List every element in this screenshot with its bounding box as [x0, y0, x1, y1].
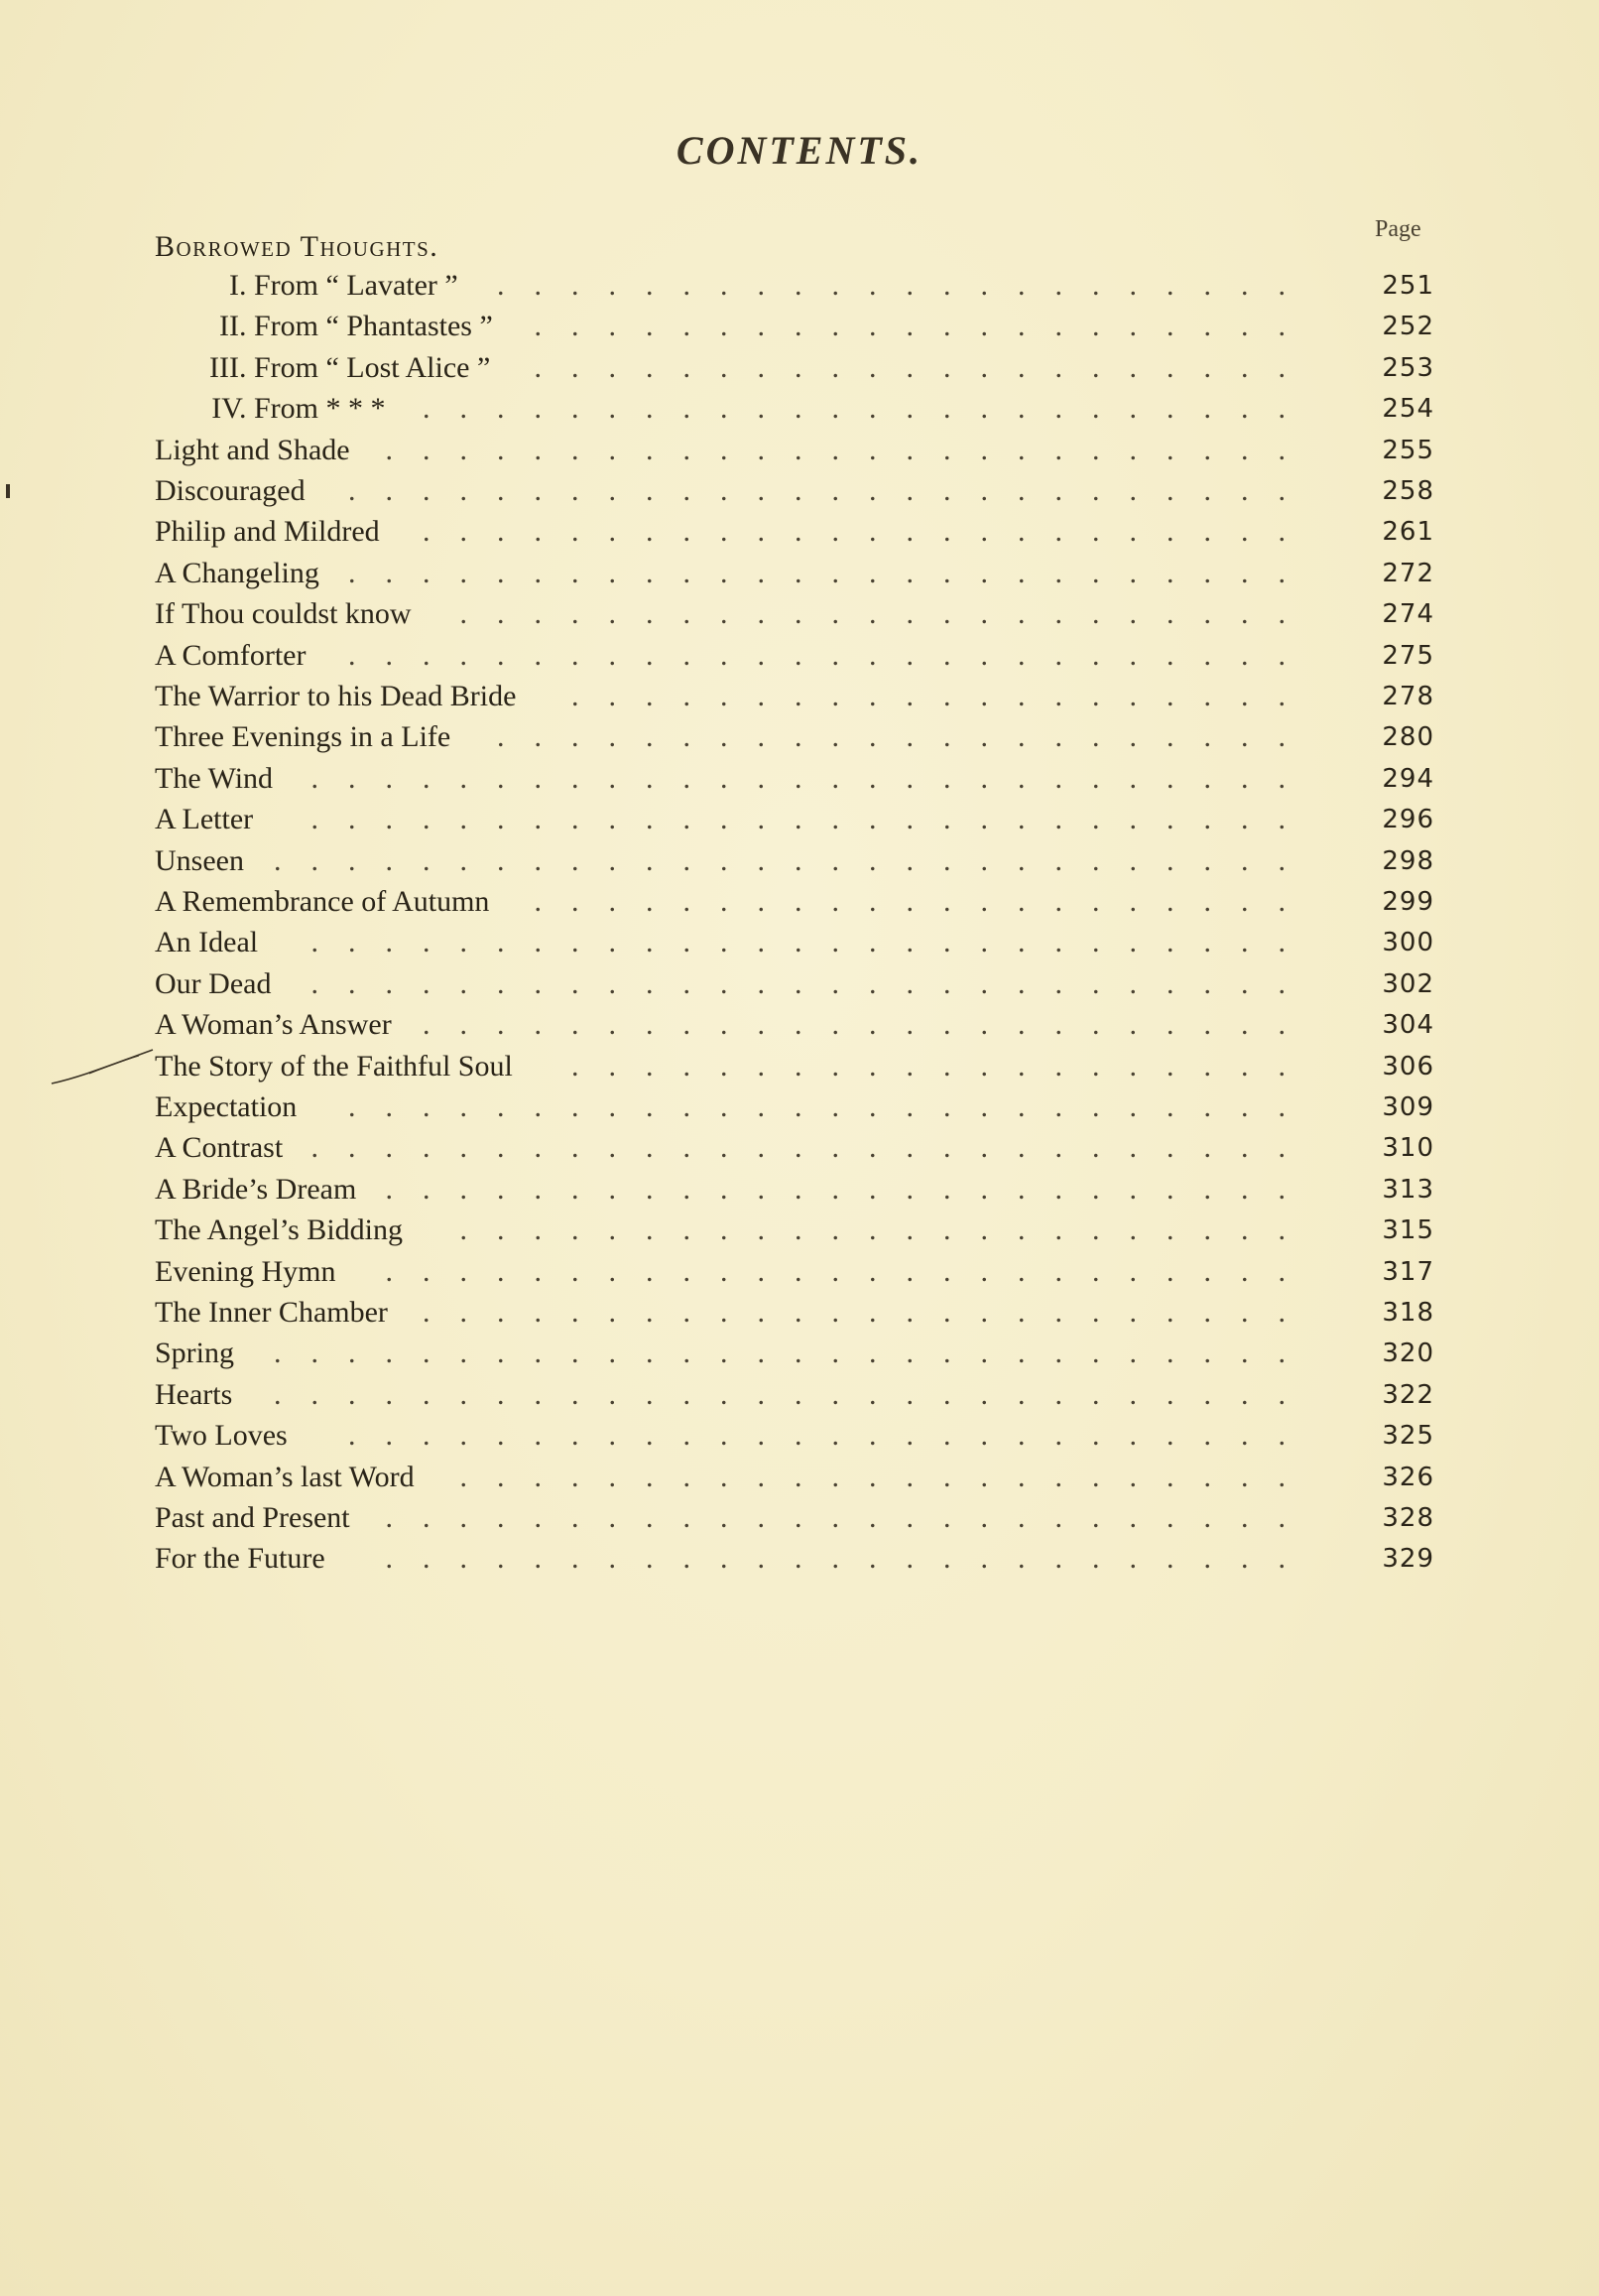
dot-leader: ..........................: [348, 474, 1315, 507]
dot-leader: ......................: [497, 269, 1315, 302]
dot-leader: ........................: [423, 392, 1315, 426]
toc-entry-title: Hearts: [155, 1377, 233, 1411]
toc-entry-title: Philip and Mildred: [155, 515, 380, 549]
dot-leader: ..........................: [348, 638, 1315, 672]
toc-entry: [155, 1211, 1434, 1250]
toc-entry: [155, 636, 1434, 676]
toc-page-number: 300: [1382, 928, 1434, 958]
toc-entry-title: An Ideal: [155, 926, 259, 959]
toc-page-number: 310: [1382, 1133, 1434, 1164]
dot-leader: .....................: [534, 310, 1315, 343]
toc-entry-title: Evening Hymn: [155, 1254, 336, 1288]
dot-leader: .........................: [385, 433, 1315, 466]
toc-entry-title: The Angel’s Bidding: [155, 1213, 403, 1247]
toc-page-number: 253: [1382, 352, 1434, 383]
margin-mark: [6, 484, 10, 498]
toc-page-number: 328: [1382, 1503, 1434, 1533]
toc-page-number: 322: [1382, 1379, 1434, 1410]
toc-entry-title: For the Future: [155, 1542, 325, 1576]
toc-entry-title: Light and Shade: [155, 433, 350, 466]
toc-entry-title: I. From “ Lavater ”: [229, 269, 458, 302]
toc-entry-title: The Warrior to his Dead Bride: [155, 680, 517, 712]
toc-entry: [155, 594, 1434, 634]
toc-entry-title: The Wind: [155, 761, 274, 795]
toc-page-number: 315: [1382, 1215, 1434, 1246]
toc-entry: [155, 1458, 1434, 1497]
toc-page-number: 255: [1382, 435, 1434, 465]
section-heading: Borrowed Thoughts.: [155, 230, 439, 263]
toc-entry: [155, 1170, 1434, 1210]
toc-entry: [155, 1087, 1434, 1127]
toc-page-number: 280: [1382, 722, 1434, 753]
toc-entry: [155, 759, 1434, 799]
toc-entry: [155, 389, 1434, 429]
dot-leader: ...........................: [310, 966, 1315, 1000]
toc-page-number: 317: [1382, 1256, 1434, 1287]
toc-entry-title: A Bride’s Dream: [155, 1172, 357, 1206]
toc-entry: [155, 348, 1434, 388]
dot-leader: ...........................: [310, 1131, 1315, 1165]
toc-entry: [155, 800, 1434, 839]
dot-leader: ....................: [571, 1049, 1315, 1083]
toc-page-number: 329: [1382, 1544, 1434, 1575]
toc-entry: [155, 431, 1434, 470]
dot-leader: .........................: [385, 1172, 1315, 1206]
toc-entry-title: Our Dead: [155, 966, 272, 1000]
toc-entry: [155, 471, 1434, 511]
toc-entry: [155, 964, 1434, 1004]
toc-entry: [155, 717, 1434, 757]
toc-entry: [155, 512, 1434, 552]
toc-entry-title: The Story of the Faithful Soul: [155, 1049, 513, 1083]
dot-leader: ....................: [571, 680, 1315, 712]
toc-entry: [155, 266, 1434, 306]
toc-page-number: 306: [1382, 1051, 1434, 1082]
toc-page-number: 326: [1382, 1462, 1434, 1492]
pen-stroke-mark: [50, 1048, 159, 1087]
toc-page-number: 272: [1382, 558, 1434, 588]
toc-entry-title: A Comforter: [155, 638, 307, 672]
toc-page-number: 261: [1382, 517, 1434, 548]
toc-entry-title: Past and Present: [155, 1501, 350, 1534]
toc-page-number: 299: [1382, 887, 1434, 917]
toc-entry: [155, 841, 1434, 881]
toc-page-number: 275: [1382, 640, 1434, 671]
toc-entry-title: Two Loves: [155, 1419, 288, 1453]
toc-page-number: 320: [1382, 1339, 1434, 1369]
toc-page-number: 304: [1382, 1010, 1434, 1041]
dot-leader: .........................: [385, 1254, 1315, 1288]
toc-entry: [155, 882, 1434, 922]
toc-entry-title: Three Evenings in a Life: [155, 720, 451, 754]
toc-page-number: 318: [1382, 1298, 1434, 1328]
toc-entry: [155, 923, 1434, 962]
page-title: CONTENTS.: [676, 128, 923, 173]
toc-entry: [155, 1334, 1434, 1373]
toc-entry: [155, 1005, 1434, 1045]
toc-entry-title: Discouraged: [155, 474, 306, 507]
dot-leader: ......................: [497, 720, 1315, 754]
dot-leader: .........................: [385, 1501, 1315, 1534]
toc-entry: [155, 1539, 1434, 1579]
dot-leader: .........................: [385, 1542, 1315, 1576]
toc-page-number: 294: [1382, 763, 1434, 794]
dot-leader: ............................: [274, 843, 1315, 877]
toc-page-number: 325: [1382, 1421, 1434, 1452]
dot-leader: ............................: [274, 1377, 1315, 1411]
dot-leader: ........................: [423, 1008, 1315, 1042]
toc-entry-title: If Thou couldst know: [155, 597, 412, 631]
toc-entry-title: II. From “ Phantastes ”: [219, 310, 493, 343]
dot-leader: ........................: [423, 1296, 1315, 1329]
dot-leader: ............................: [274, 1337, 1315, 1370]
toc-entry: [155, 1293, 1434, 1333]
toc-entry-title: IV. From * * *: [211, 392, 386, 426]
page-column-label: Page: [1375, 216, 1421, 242]
dot-leader: .......................: [459, 597, 1315, 631]
toc-page-number: 309: [1382, 1092, 1434, 1122]
dot-leader: ........................: [423, 515, 1315, 549]
toc-page-number: 274: [1382, 599, 1434, 630]
dot-leader: ...........................: [310, 926, 1315, 959]
dot-leader: .....................: [534, 885, 1315, 918]
toc-entry-title: Unseen: [155, 843, 244, 877]
toc-entry-title: The Inner Chamber: [155, 1296, 388, 1329]
dot-leader: ...........................: [310, 803, 1315, 836]
toc-entry: [155, 1252, 1434, 1292]
toc-entry: [155, 1128, 1434, 1168]
toc-entry-title: A Letter: [155, 803, 254, 836]
dot-leader: .....................: [534, 350, 1315, 384]
toc-page-number: 252: [1382, 312, 1434, 342]
toc-entry-title: A Woman’s Answer: [155, 1008, 392, 1042]
toc-page-number: 302: [1382, 968, 1434, 999]
toc-entry: [155, 1498, 1434, 1538]
toc-page-number: 254: [1382, 394, 1434, 425]
toc-page-number: 313: [1382, 1174, 1434, 1205]
toc-entry-title: A Woman’s last Word: [155, 1460, 415, 1493]
toc-page-number: 258: [1382, 476, 1434, 506]
toc-entry-title: III. From “ Lost Alice ”: [209, 350, 491, 384]
toc-entry: [155, 1047, 1434, 1086]
dot-leader: ..........................: [348, 1419, 1315, 1453]
dot-leader: ..........................: [348, 1090, 1315, 1123]
toc-entry-title: A Contrast: [155, 1131, 284, 1165]
toc-entry-title: A Changeling: [155, 556, 319, 589]
toc-entry: [155, 1416, 1434, 1456]
dot-leader: .......................: [459, 1213, 1315, 1247]
toc-entry: [155, 1375, 1434, 1415]
toc-entry-title: A Remembrance of Autumn: [155, 885, 490, 918]
toc-page-number: 278: [1382, 682, 1434, 711]
dot-leader: ..........................: [348, 556, 1315, 589]
toc-entry: [155, 677, 1434, 716]
toc-page-number: 296: [1382, 805, 1434, 835]
toc-entry: [155, 307, 1434, 346]
toc-page-number: 251: [1382, 271, 1434, 301]
toc-entry-title: Expectation: [155, 1090, 298, 1123]
toc-entry: [155, 554, 1434, 593]
dot-leader: ...........................: [310, 761, 1315, 795]
toc-page-number: 298: [1382, 845, 1434, 876]
toc-entry-title: Spring: [155, 1337, 235, 1370]
dot-leader: .......................: [459, 1460, 1315, 1493]
